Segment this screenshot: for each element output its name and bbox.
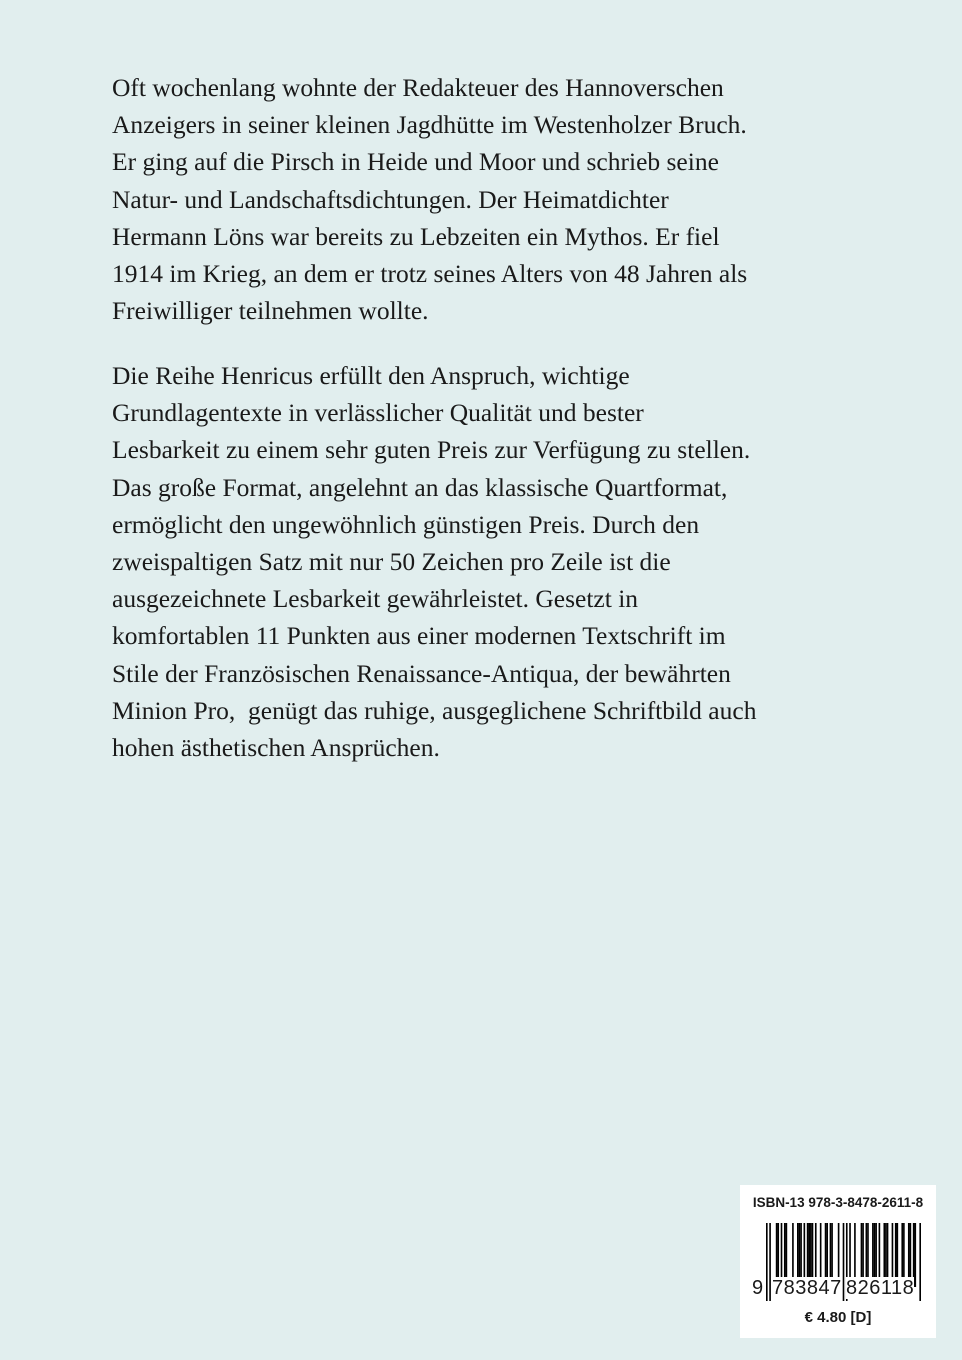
barcode-digits-left: 783847 (772, 1277, 842, 1299)
barcode-bar (919, 1223, 921, 1301)
barcode-bar (766, 1223, 768, 1301)
text-line: Anzeigers in seiner kleinen Jagdhütte im Westenholzer Bruch. (112, 110, 747, 140)
text-line: Grundlagentexte in verlässlicher Qualität und bester (112, 398, 644, 428)
text-line: Minion Pro, genügt das ruhige, ausgeglichene Schriftbild auch (112, 695, 757, 725)
text-line: zweispaltigen Satz mit nur 50 Zeichen pro Zeile ist die (112, 547, 671, 577)
paragraph-about-author (112, 69, 747, 329)
text-line: Oft wochenlang wohnte der Redakteuer des Hannoverschen (112, 73, 724, 102)
text-line: ausgezeichnete Lesbarkeit gewährleistet. Gesetzt in (112, 584, 639, 614)
text-line: hohen ästhetischen Ansprüchen. (112, 733, 440, 763)
text-line: Natur- und Landschaftsdichtungen. Der Heimatdichter (112, 184, 669, 214)
text-line: komfortablen 11 Punkten aus einer modernen Textschrift im (112, 621, 726, 651)
isbn-number: ISBN-13 978-3-8478-2611-8 (752, 1195, 924, 1210)
text-line: Er ging auf die Pirsch in Heide und Moor und schrieb seine (112, 147, 719, 177)
price: € 4.80 [D] (804, 1309, 872, 1326)
text-line: Freiwilliger teilnehmen wollte. (112, 296, 429, 326)
barcode-bar (843, 1223, 845, 1301)
paragraph-about-series (112, 357, 756, 766)
barcode-digit-first: 9 (752, 1277, 764, 1299)
text-line: Das große Format, angelehnt an das klassische Quartformat, (112, 472, 728, 502)
text-line: Die Reihe Henricus erfüllt den Anspruch, wichtige (112, 361, 630, 390)
text-line: Stile der Französischen Renaissance-Antiqua, der bewährten (112, 658, 731, 688)
barcode-bar (914, 1223, 916, 1287)
text-line: 1914 im Krieg, an dem er trotz seines Alters von 48 Jahren als (112, 259, 748, 289)
text-line: Hermann Löns war bereits zu Lebzeiten ein Mythos. Er fiel (112, 221, 720, 251)
barcode-digits-right: 826118 (846, 1277, 915, 1299)
text-line: Lesbarkeit zu einem sehr guten Preis zur Verfügung zu stellen. (112, 435, 751, 465)
text-line: ermöglicht den ungewöhnlich günstigen Preis. Durch den (112, 509, 700, 539)
barcode-bar (769, 1223, 771, 1301)
barcode-label (740, 1185, 936, 1338)
